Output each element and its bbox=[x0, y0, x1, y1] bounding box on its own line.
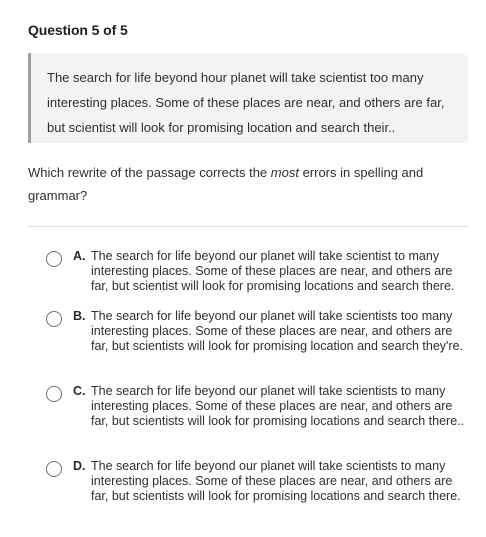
answer-option-b[interactable] bbox=[46, 309, 470, 369]
question-prompt bbox=[28, 161, 448, 207]
option-text-b: The search for life beyond our planet will take scientists too many interesting places. Some of these places are near, and others are far, but scientists will look for promising location and search they're. bbox=[91, 309, 464, 353]
radio-button-d[interactable] bbox=[46, 461, 62, 477]
radio-button-a[interactable] bbox=[46, 251, 62, 267]
passage-text: The search for life beyond hour planet will take scientist too many interesting places. Some of these places are near, and others are far, but scientist will look for promising location and search their.. bbox=[47, 70, 445, 135]
radio-button-c[interactable] bbox=[46, 386, 62, 402]
answer-option-d[interactable] bbox=[46, 459, 470, 519]
prompt-emphasis: most bbox=[270, 165, 299, 180]
option-letter-c: C. bbox=[73, 384, 86, 398]
question-counter: Question 5 of 5 bbox=[28, 22, 128, 38]
answer-option-c[interactable] bbox=[46, 384, 470, 444]
option-letter-b: B. bbox=[73, 309, 86, 323]
passage-box bbox=[28, 53, 468, 143]
prompt-text-end: errors in spelling and grammar? bbox=[28, 165, 424, 203]
radio-button-b[interactable] bbox=[46, 311, 62, 327]
option-text-c: The search for life beyond our planet will take scientists to many interesting places. Some of these places are near, and others are far, but scientists will look for promising locations and search there.. bbox=[91, 384, 465, 428]
option-letter-a: A. bbox=[73, 249, 86, 263]
option-letter-d: D. bbox=[73, 459, 86, 473]
option-text-a: The search for life beyond our planet will take scientist to many interesting places. Some of these places are near, and others are far, but scientist will look for promising locations and search there. bbox=[91, 249, 455, 293]
prompt-text-start: Which rewrite of the passage corrects the bbox=[28, 165, 271, 180]
answer-option-a[interactable] bbox=[46, 249, 470, 294]
option-text-d: The search for life beyond our planet will take scientists to many interesting places. Some of these places are near, and others are far, but scientists will look for promising locations and search there. bbox=[91, 459, 461, 503]
divider bbox=[28, 226, 468, 227]
